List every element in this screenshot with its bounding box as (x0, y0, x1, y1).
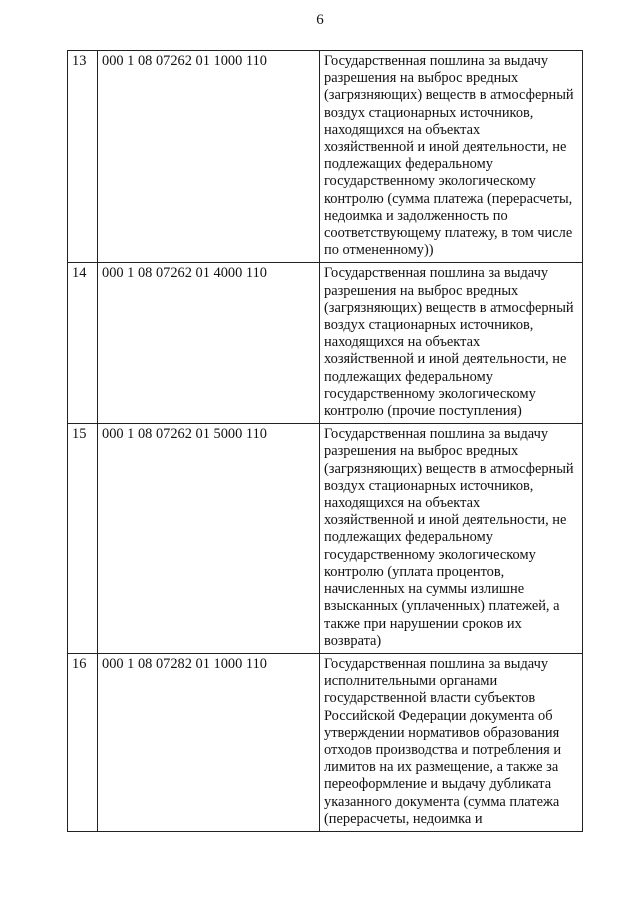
description-line: разрешения на выброс вредных (324, 70, 519, 87)
description-line: начисленных на суммы излишне (324, 581, 525, 598)
budget-code: 000 1 08 07262 01 5000 110 (98, 424, 320, 654)
description-line: контролю (уплата процентов, (324, 563, 505, 580)
description-line: исполнительными органами (324, 673, 498, 690)
row-number: 15 (68, 424, 98, 654)
description-line: также при нарушении сроков их (324, 615, 522, 632)
budget-code: 000 1 08 07282 01 1000 110 (98, 653, 320, 831)
budget-code: 000 1 08 07262 01 4000 110 (98, 263, 320, 424)
row-number: 14 (68, 263, 98, 424)
description-line: (перерасчеты, недоимка и (324, 810, 483, 827)
description-line: по отмененному)) (324, 242, 434, 259)
description-line: подлежащих федеральному (324, 156, 493, 173)
description-line: взысканных (уплаченных) платежей, а (324, 598, 560, 615)
description-line: возврата) (324, 632, 382, 649)
description-line: государственной власти субъектов (324, 690, 536, 707)
description-line: переоформление и выдачу дубликата (324, 776, 552, 793)
description-line: государственному экологическому (324, 173, 536, 190)
row-description (320, 424, 583, 654)
table-row (68, 263, 583, 424)
description-line: хозяйственной и иной деятельности, не (324, 512, 567, 529)
description-line: воздух стационарных источников, (324, 317, 534, 334)
description-line: воздух стационарных источников, (324, 104, 534, 121)
budget-code-table (67, 50, 583, 832)
budget-code: 000 1 08 07262 01 1000 110 (98, 51, 320, 263)
description-line: указанного документа (сумма платежа (324, 793, 560, 810)
description-line: подлежащих федеральному (324, 368, 493, 385)
description-line: контролю (прочие поступления) (324, 403, 522, 420)
description-line: (загрязняющих) веществ в атмосферный (324, 460, 574, 477)
description-line: государственному экологическому (324, 385, 536, 402)
description-line: отходов производства и потребления и (324, 741, 562, 758)
table-row (68, 653, 583, 831)
table-row (68, 424, 583, 654)
description-line: (загрязняющих) веществ в атмосферный (324, 299, 574, 316)
description-line: Государственная пошлина за выдачу (324, 53, 549, 69)
table-row (68, 51, 583, 263)
description-line: находящихся на объектах (324, 121, 481, 138)
description-line: (загрязняющих) веществ в атмосферный (324, 87, 574, 104)
description-line: находящихся на объектах (324, 495, 481, 512)
description-line: Государственная пошлина за выдачу (324, 265, 549, 282)
description-line: лимитов на их размещение, а также за (324, 759, 559, 776)
row-number: 13 (68, 51, 98, 263)
description-line: находящихся на объектах (324, 334, 481, 351)
description-line: утверждении нормативов образования (324, 724, 560, 741)
description-line: Государственная пошлина за выдачу (324, 655, 549, 672)
page-number: 6 (316, 12, 324, 28)
description-line: недоимка и задолженность по (324, 207, 508, 224)
row-description (320, 653, 583, 831)
description-line: Российской Федерации документа об (324, 707, 553, 724)
row-description (320, 51, 583, 263)
description-line: контролю (сумма платежа (перерасчеты, (324, 190, 573, 207)
description-line: подлежащих федеральному (324, 529, 493, 546)
description-line: соответствующему платежу, в том числе (324, 225, 573, 242)
description-line: государственному экологическому (324, 546, 536, 563)
description-line: хозяйственной и иной деятельности, не (324, 351, 567, 368)
description-line: разрешения на выброс вредных (324, 443, 519, 460)
description-line: воздух стационарных источников, (324, 477, 534, 494)
description-line: разрешения на выброс вредных (324, 282, 519, 299)
row-description (320, 263, 583, 424)
row-number: 16 (68, 653, 98, 831)
description-line: Государственная пошлина за выдачу (324, 426, 549, 443)
description-line: хозяйственной и иной деятельности, не (324, 139, 567, 156)
